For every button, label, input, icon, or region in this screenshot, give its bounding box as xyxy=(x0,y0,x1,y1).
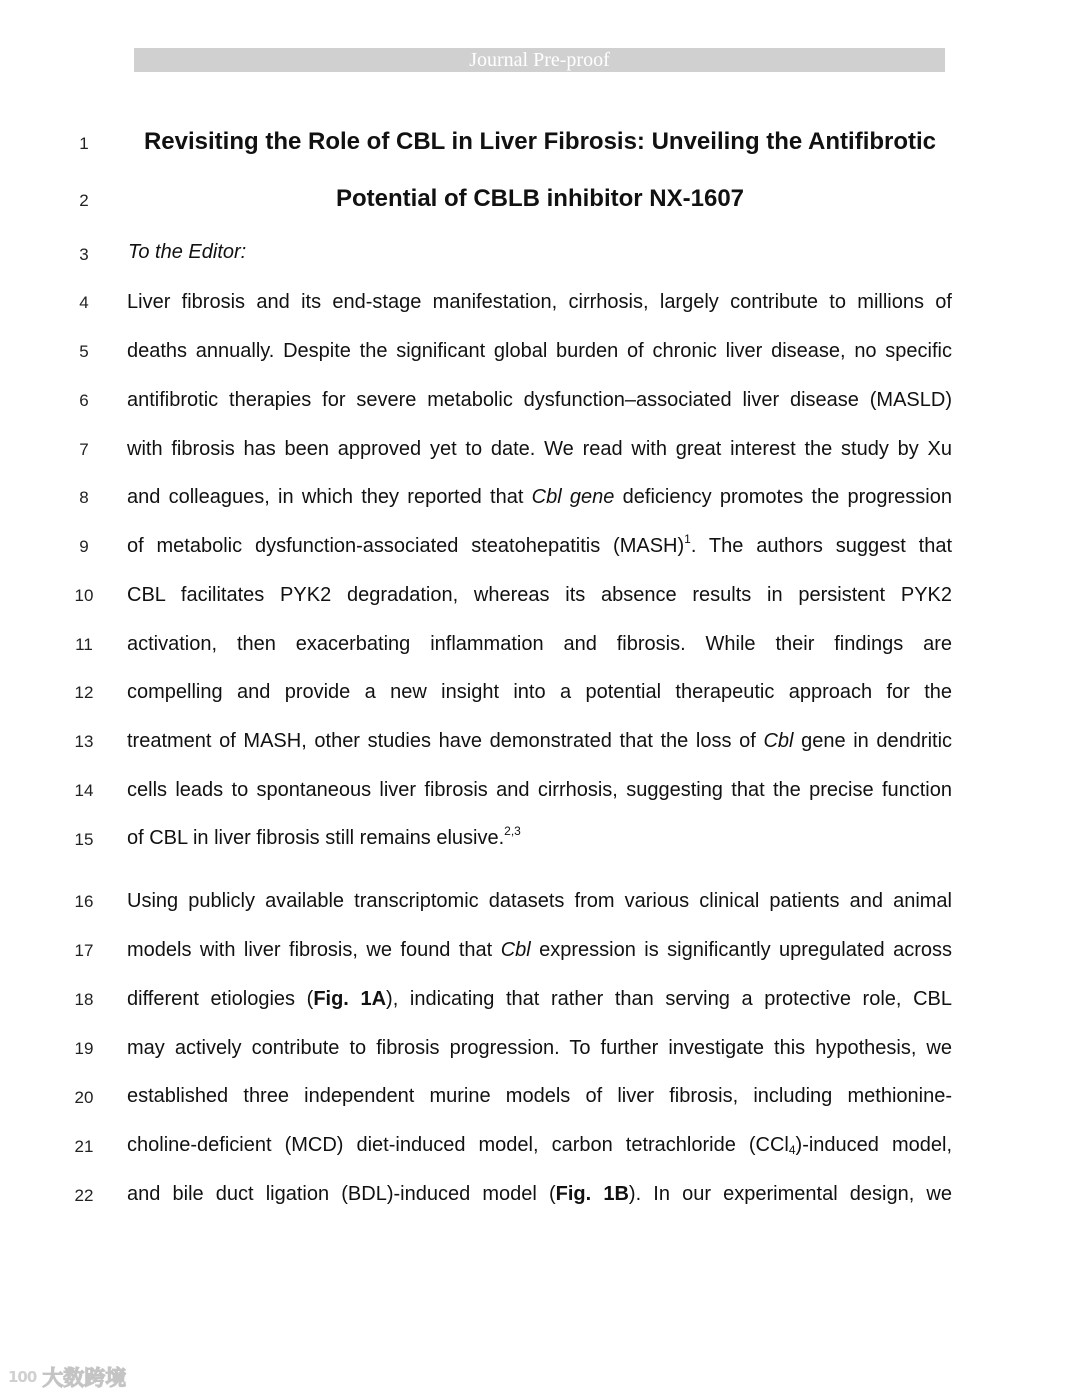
article-title-line-1: Revisiting the Role of CBL in Liver Fibrosis: Unveiling the Antifibrotic xyxy=(143,128,937,155)
text-span: choline-deficient (MCD) diet-induced model, carbon tetrachloride (CCl xyxy=(127,1134,789,1156)
line-number: 1 xyxy=(79,134,89,153)
text-span: models with liver fibrosis, we found that xyxy=(127,939,501,961)
text-span: of CBL in liver fibrosis still remains elusive. xyxy=(127,827,505,849)
line-number: 7 xyxy=(79,440,89,459)
text-line: Liver fibrosis and its end-stage manifestation, cirrhosis, largely contribute to millions of xyxy=(127,291,952,313)
text-span: of metabolic dysfunction-associated steatohepatitis (MASH) xyxy=(127,535,685,557)
line-number: 8 xyxy=(79,488,89,507)
text-line: CBL facilitates PYK2 degradation, whereas its absence results in persistent PYK2 xyxy=(127,584,952,606)
text-line: cells leads to spontaneous liver fibrosis and cirrhosis, suggesting that the precise function xyxy=(127,779,952,801)
line-number: 10 xyxy=(74,586,94,605)
figure-reference: Fig. 1B xyxy=(555,1183,629,1205)
line-number: 19 xyxy=(74,1039,94,1058)
chemical-subscript: 4 xyxy=(788,1143,796,1157)
text-line xyxy=(127,534,952,558)
watermark-text: 大数跨境 xyxy=(42,1366,127,1390)
text-span: deficiency promotes the progression xyxy=(614,486,952,508)
text-line: compelling and provide a new insight into a potential therapeutic approach for the xyxy=(127,681,952,703)
text-span: gene in dendritic xyxy=(793,730,953,752)
line-number: 22 xyxy=(74,1186,94,1205)
line-number: 12 xyxy=(74,683,94,702)
citation-superscript: 1 xyxy=(684,532,691,546)
article-title-line-2: Potential of CBLB inhibitor NX-1607 xyxy=(335,185,745,212)
line-number: 21 xyxy=(74,1137,94,1156)
text-line xyxy=(127,1182,952,1206)
text-span: . The authors suggest that xyxy=(690,535,952,557)
text-span: expression is significantly upregulated across xyxy=(530,939,952,961)
line-number: 15 xyxy=(74,830,94,849)
line-number: 2 xyxy=(79,191,89,210)
citation-superscript: 2,3 xyxy=(504,824,521,838)
text-line xyxy=(127,826,952,850)
figure-reference: Fig. 1A xyxy=(313,988,387,1010)
gene-name-italic: Cbl gene xyxy=(531,486,615,508)
text-line: antifibrotic therapies for severe metabolic dysfunction–associated liver disease (MASLD) xyxy=(127,389,952,411)
line-number: 20 xyxy=(74,1088,94,1107)
line-number: 9 xyxy=(79,537,89,556)
line-number: 14 xyxy=(74,781,94,800)
text-span: )-induced model, xyxy=(795,1134,952,1156)
gene-name-italic: Cbl xyxy=(763,730,794,752)
text-span: and colleagues, in which they reported that xyxy=(127,486,532,508)
text-line: established three independent murine models of liver fibrosis, including methionine- xyxy=(127,1085,952,1107)
text-line: may actively contribute to fibrosis progression. To further investigate this hypothesis, we xyxy=(127,1037,952,1059)
text-line: with fibrosis has been approved yet to date. We read with great interest the study by Xu xyxy=(127,438,952,460)
line-number: 18 xyxy=(74,990,94,1009)
watermark-logo: 100 xyxy=(8,1368,37,1386)
line-number: 6 xyxy=(79,391,89,410)
line-number: 17 xyxy=(74,941,94,960)
line-number: 5 xyxy=(79,342,89,361)
journal-preproof-banner: Journal Pre-proof xyxy=(134,48,945,72)
line-number: 16 xyxy=(74,892,94,911)
line-number: 11 xyxy=(75,635,93,654)
text-line: deaths annually. Despite the significant global burden of chronic liver disease, no specific xyxy=(127,340,952,362)
line-number: 4 xyxy=(79,293,89,312)
gene-name-italic: Cbl xyxy=(500,939,531,961)
line-number: 3 xyxy=(79,245,89,264)
text-line: Using publicly available transcriptomic datasets from various clinical patients and animal xyxy=(127,890,952,912)
line-number: 13 xyxy=(74,732,94,751)
text-span: ), indicating that rather than serving a protective role, CBL xyxy=(386,988,952,1010)
text-line xyxy=(127,938,952,962)
watermark xyxy=(8,1362,126,1392)
text-line: activation, then exacerbating inflammation and fibrosis. While their findings are xyxy=(127,633,952,655)
salutation: To the Editor: xyxy=(128,241,247,263)
text-span: ). In our experimental design, we xyxy=(628,1183,952,1205)
text-line xyxy=(127,485,952,509)
text-span: different etiologies ( xyxy=(127,988,314,1010)
text-line xyxy=(127,987,952,1011)
text-span: and bile duct ligation (BDL)-induced model ( xyxy=(127,1183,556,1205)
text-line xyxy=(127,729,952,753)
text-span: treatment of MASH, other studies have demonstrated that the loss of xyxy=(127,730,764,752)
text-line xyxy=(127,1133,952,1157)
